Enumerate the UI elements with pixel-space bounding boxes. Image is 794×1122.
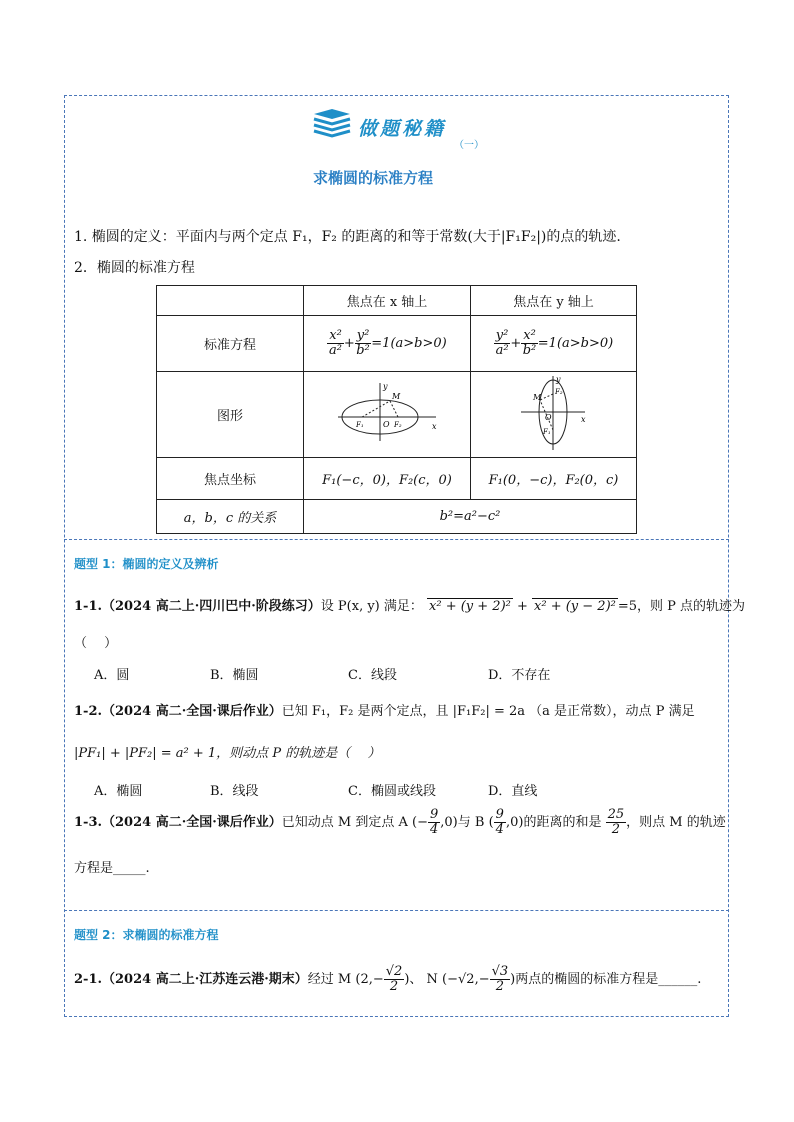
question-1-2: 1-2.（2024 高二·全国·课后作业）已知 F₁，F₂ 是两个定点，且 |F₁F₂| = 2a （a 是正常数），动点 P 满足: [74, 704, 695, 719]
equation-y: $\frac{\text{y²}}{\text{a²}}$ + $\frac{\text{x²}}{\text{b²}}$ =1(a>b>0): [471, 316, 637, 372]
col-header-y: 焦点在 y 轴上: [471, 286, 637, 316]
row-label-equation: 标准方程: [157, 316, 304, 372]
svg-text:O: O: [544, 412, 552, 422]
figure-y-ellipse: [471, 372, 637, 458]
col-header-x: 焦点在 x 轴上: [304, 286, 471, 316]
row-label-relation: a，b，c 的关系: [157, 500, 304, 534]
svg-text:F₂: F₂: [394, 420, 402, 429]
q1-1-option-d: D．不存在: [488, 668, 551, 683]
question-1-3-line2: 方程是_____.: [74, 861, 150, 876]
svg-text:y: y: [555, 374, 561, 384]
q1-2-option-a: A．椭圆: [94, 784, 143, 799]
svg-text:M: M: [532, 392, 541, 402]
section-2-heading: 题型 2：求椭圆的标准方程: [74, 928, 219, 942]
svg-text:F₁: F₁: [356, 420, 364, 429]
book-stack-icon: [312, 108, 352, 144]
std-heading: 2．椭圆的标准方程: [74, 260, 195, 276]
question-2-1: 2-1.（2024 高二上·江苏连云港·期末）经过 M (2,− $\frac{√2}{2}$ )、 N (−√2,− $\frac{√3}{2}$ )两点的椭圆的标准方程是______.: [74, 964, 702, 994]
question-1-2-line2: |PF₁| + |PF₂| = a² + 1，则动点 P 的轨迹是（ ）: [74, 746, 381, 761]
svg-text:F₁: F₁: [542, 427, 551, 436]
svg-text:x: x: [432, 421, 437, 431]
brand-title: 做题秘籍: [358, 118, 447, 140]
question-1-1-paren: （ ）: [74, 636, 118, 651]
svg-text:x: x: [580, 414, 586, 424]
q1-1-option-c: C．线段: [348, 668, 397, 683]
question-1-3: 1-3.（2024 高二·全国·课后作业）已知动点 M 到定点 A (− $\frac{9}{4}$ ,0)与 B ( $\frac{9}{4}$ ,0)的距离的和是 $\frac{25}{2}$ ，则点 M 的轨迹: [74, 807, 726, 837]
figure-x-ellipse: [304, 372, 471, 458]
section-divider-1: [64, 539, 729, 540]
svg-text:F₂: F₂: [554, 387, 563, 396]
q1-2-option-d: D．直线: [488, 784, 538, 799]
svg-text:M: M: [392, 391, 401, 401]
section-divider-2: [64, 910, 729, 911]
definition-text: 1. 椭圆的定义：平面内与两个定点 F₁，F₂ 的距离的和等于常数(大于|F₁F₂|)的点的轨迹.: [74, 229, 621, 245]
page-title: 求椭圆的标准方程: [313, 169, 434, 187]
relation-value: b²=a²−c²: [304, 500, 637, 534]
question-1-1: 1-1.（2024 高二上·四川巴中·阶段练习）设 P(x, y) 满足： x² + (y + 2)² + x² + (y − 2)² =5，则 P 点的轨迹为: [74, 599, 746, 614]
q1-1-option-b: B．椭圆: [210, 668, 259, 683]
svg-text:y: y: [383, 381, 388, 391]
row-label-figure: 图形: [157, 372, 304, 458]
section-1-heading: 题型 1：椭圆的定义及辨析: [74, 557, 219, 571]
q1-2-option-c: C．椭圆或线段: [348, 784, 436, 799]
foci-y: F₁(0，−c)，F₂(0，c): [471, 458, 637, 500]
foci-x: F₁(−c，0)，F₂(c，0): [304, 458, 471, 500]
row-label-foci: 焦点坐标: [157, 458, 304, 500]
brand-subtitle: （一）: [454, 140, 484, 151]
equation-x: $\frac{\text{x²}}{\text{a²}}$ + $\frac{\text{y²}}{\text{b²}}$ =1(a>b>0): [304, 316, 471, 372]
svg-text:O: O: [383, 419, 390, 429]
q1-2-option-b: B．线段: [210, 784, 259, 799]
q1-1-option-a: A．圆: [94, 668, 130, 683]
ellipse-table: [156, 285, 637, 534]
